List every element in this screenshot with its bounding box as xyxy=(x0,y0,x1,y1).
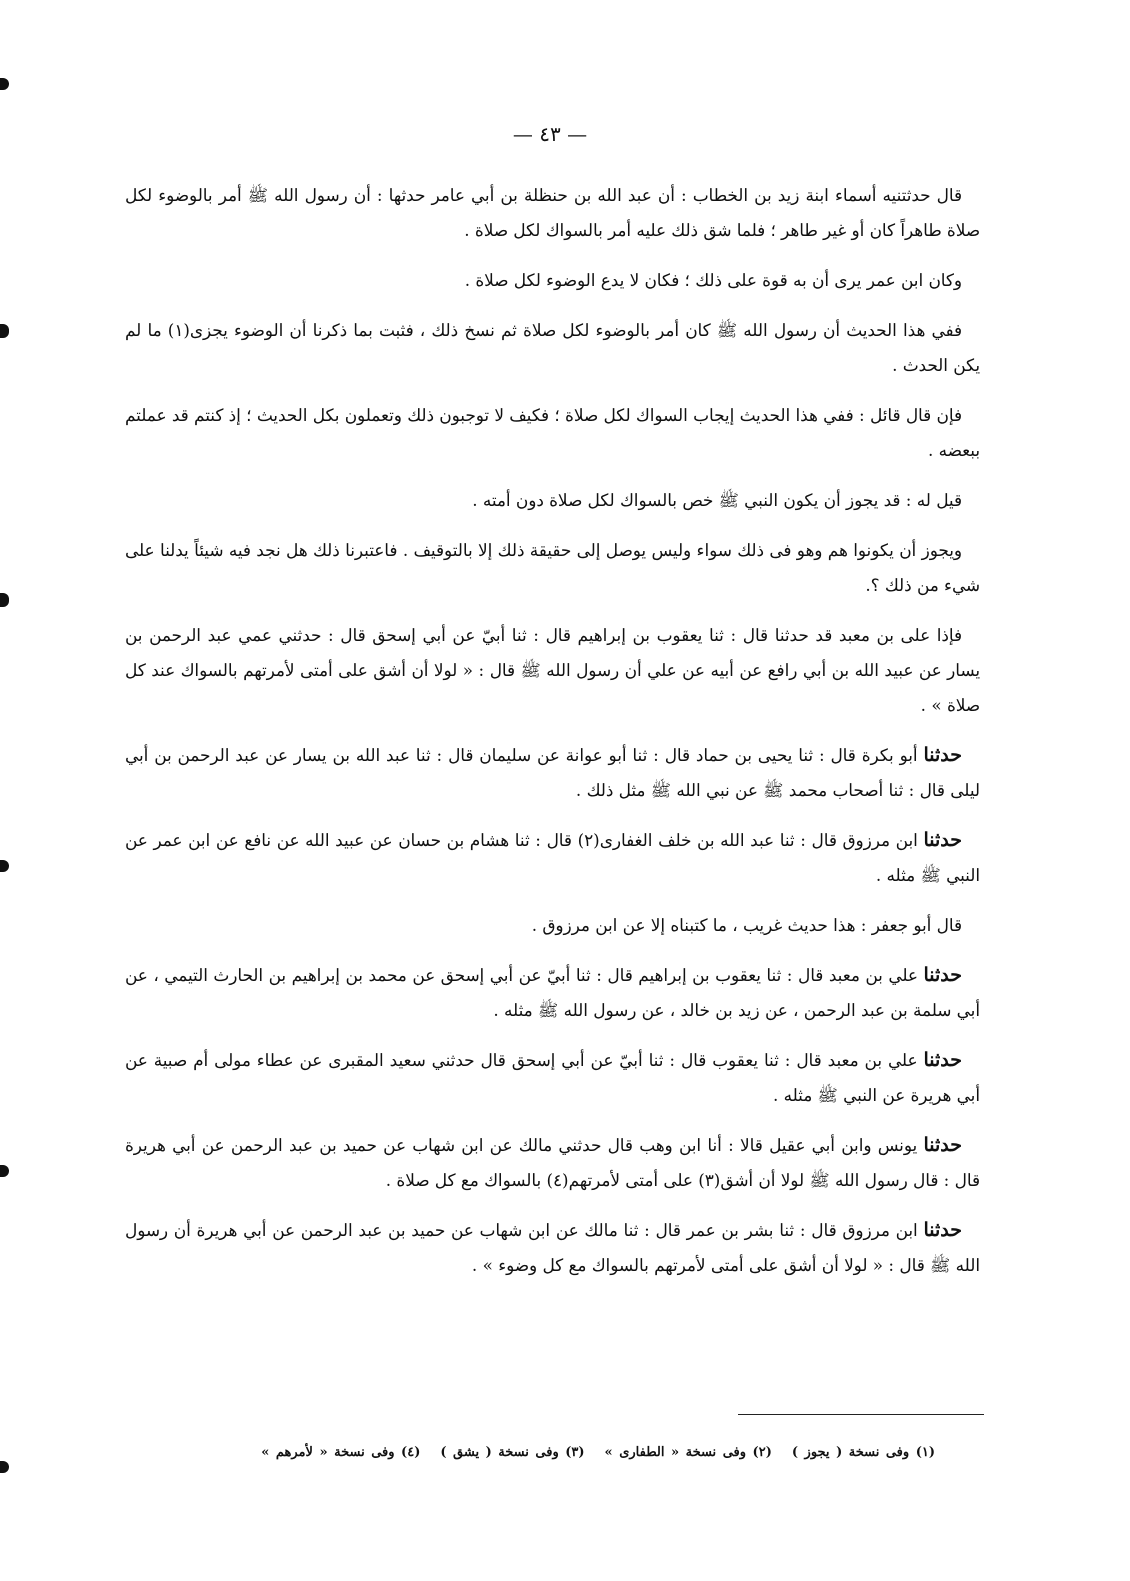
paragraph xyxy=(125,533,980,603)
hadith-keyword: حدثنا xyxy=(923,829,962,851)
paragraph-text: قيل له : قد يجوز أن يكون النبي ﷺ خص بالسواك لكل صلاة دون أمته . xyxy=(472,490,962,510)
paragraph-text: علي بن معبد قال : ثنا يعقوب قال : ثنا أبيّ عن أبي إسحق قال حدثني سعيد المقبرى عن عطاء مولى أم صبية عن أبي هريرة عن النبي ﷺ مثله . xyxy=(125,1050,980,1105)
paragraph xyxy=(125,1213,980,1283)
paragraph xyxy=(125,263,980,298)
scan-edge-mark xyxy=(0,860,9,872)
scan-edge-mark xyxy=(0,78,9,90)
footnote: (٢) وفى نسخة « الطفارى » xyxy=(604,1445,772,1460)
paragraph-text: أبو بكرة قال : ثنا يحيى بن حماد قال : ثنا أبو عوانة عن سليمان قال : ثنا عبد الله بن يسار عن عبد الرحمن بن أبي ليلى قال : ثنا أصحاب محمد ﷺ عن نبي الله ﷺ مثل ذلك . xyxy=(125,745,980,800)
hadith-keyword: حدثنا xyxy=(923,1049,962,1071)
paragraph xyxy=(125,483,980,518)
hadith-keyword: حدثنا xyxy=(923,1219,962,1241)
paragraph-text: علي بن معبد قال : ثنا يعقوب بن إبراهيم قال : ثنا أبيّ عن أبي إسحق عن محمد بن إبراهيم بن الحارث التيمي ، عن أبي سلمة بن عبد الرحمن ، عن زيد بن خالد ، عن رسول الله ﷺ مثله . xyxy=(125,965,980,1020)
paragraph xyxy=(125,958,980,1028)
hadith-keyword: حدثنا xyxy=(923,744,962,766)
paragraph xyxy=(125,618,980,723)
footnote: (٣) وفى نسخة ( يشق ) xyxy=(440,1445,585,1460)
paragraph-text: قال أبو جعفر : هذا حديث غريب ، ما كتبناه إلا عن ابن مرزوق . xyxy=(531,915,962,935)
footnote-separator xyxy=(738,1414,984,1415)
paragraph-text: ابن مرزوق قال : ثنا بشر بن عمر قال : ثنا مالك عن ابن شهاب عن حميد بن عبد الرحمن عن أبي هريرة أن رسول الله ﷺ قال : « لولا أن أشق على أمتى لأمرتهم بالسواك مع كل وضوء » . xyxy=(125,1220,980,1275)
paragraph-text: ففي هذا الحديث أن رسول الله ﷺ كان أمر بالوضوء لكل صلاة ثم نسخ ذلك ، فثبت بما ذكرنا أن الوضوء يجزى(١) ما لم يكن الحدث . xyxy=(125,320,980,375)
paragraph xyxy=(125,823,980,893)
scan-edge-mark xyxy=(0,1461,9,1473)
scan-edge-mark xyxy=(0,324,9,338)
paragraph-text: يونس وابن أبي عقيل قالا : أنا ابن وهب قال حدثني مالك عن ابن شهاب عن حميد بن عبد الرحمن عن أبي هريرة قال : قال رسول الله ﷺ لولا أن أشق(٣) على أمتى لأمرتهم(٤) بالسواك مع كل صلاة . xyxy=(125,1135,980,1190)
paragraph-text: فإن قال قائل : ففي هذا الحديث إيجاب السواك لكل صلاة ؛ فكيف لا توجبون ذلك وتعملون بكل الحديث ؛ إذ كنتم قد عملتم ببعضه . xyxy=(125,405,980,460)
footnote: (٤) وفى نسخة « لأمرهم » xyxy=(261,1445,421,1460)
footnote: (١) وفى نسخة ( يجوز ) xyxy=(791,1445,935,1460)
paragraph-text: قال حدثتنيه أسماء ابنة زيد بن الخطاب : أن عبد الله بن حنظلة بن أبي عامر حدثها : أن رسول الله ﷺ أمر بالوضوء لكل صلاة طاهراً كان أو غير طاهر ؛ فلما شق ذلك عليه أمر بالسواك لكل صلاة . xyxy=(125,185,980,240)
paragraph xyxy=(125,313,980,383)
scan-edge-mark xyxy=(0,593,9,607)
paragraph xyxy=(125,178,980,248)
page-number: — ٤٣ — xyxy=(512,122,588,146)
paragraph-text: ويجوز أن يكونوا هم وهو فى ذلك سواء وليس يوصل إلى حقيقة ذلك إلا بالتوقيف . فاعتبرنا ذلك هل نجد فيه شيئاً يدلنا على شيء من ذلك ؟. xyxy=(125,540,980,595)
paragraph-text: فإذا على بن معبد قد حدثنا قال : ثنا يعقوب بن إبراهيم قال : ثنا أبيّ عن أبي إسحق قال : حدثني عمي عبد الرحمن بن يسار عن عبيد الله بن أبي رافع عن أبيه عن علي أن رسول الله ﷺ قال : « لولا أن أشق على أمتى لأمرتهم بالسواك عند كل صلاة » . xyxy=(125,625,980,715)
hadith-keyword: حدثنا xyxy=(923,1134,962,1156)
paragraph xyxy=(125,398,980,468)
hadith-keyword: حدثنا xyxy=(923,964,962,986)
paragraph xyxy=(125,1128,980,1198)
paragraph xyxy=(125,908,980,943)
paragraph xyxy=(125,1043,980,1113)
scan-edge-mark xyxy=(0,1165,9,1177)
body-text xyxy=(125,178,980,1298)
paragraph-text: وكان ابن عمر يرى أن به قوة على ذلك ؛ فكان لا يدع الوضوء لكل صلاة . xyxy=(464,270,962,290)
footnotes xyxy=(135,1445,935,1460)
paragraph xyxy=(125,738,980,808)
paragraph-text: ابن مرزوق قال : ثنا عبد الله بن خلف الغفارى(٢) قال : ثنا هشام بن حسان عن عبيد الله عن نافع عن ابن عمر عن النبي ﷺ مثله . xyxy=(125,830,980,885)
